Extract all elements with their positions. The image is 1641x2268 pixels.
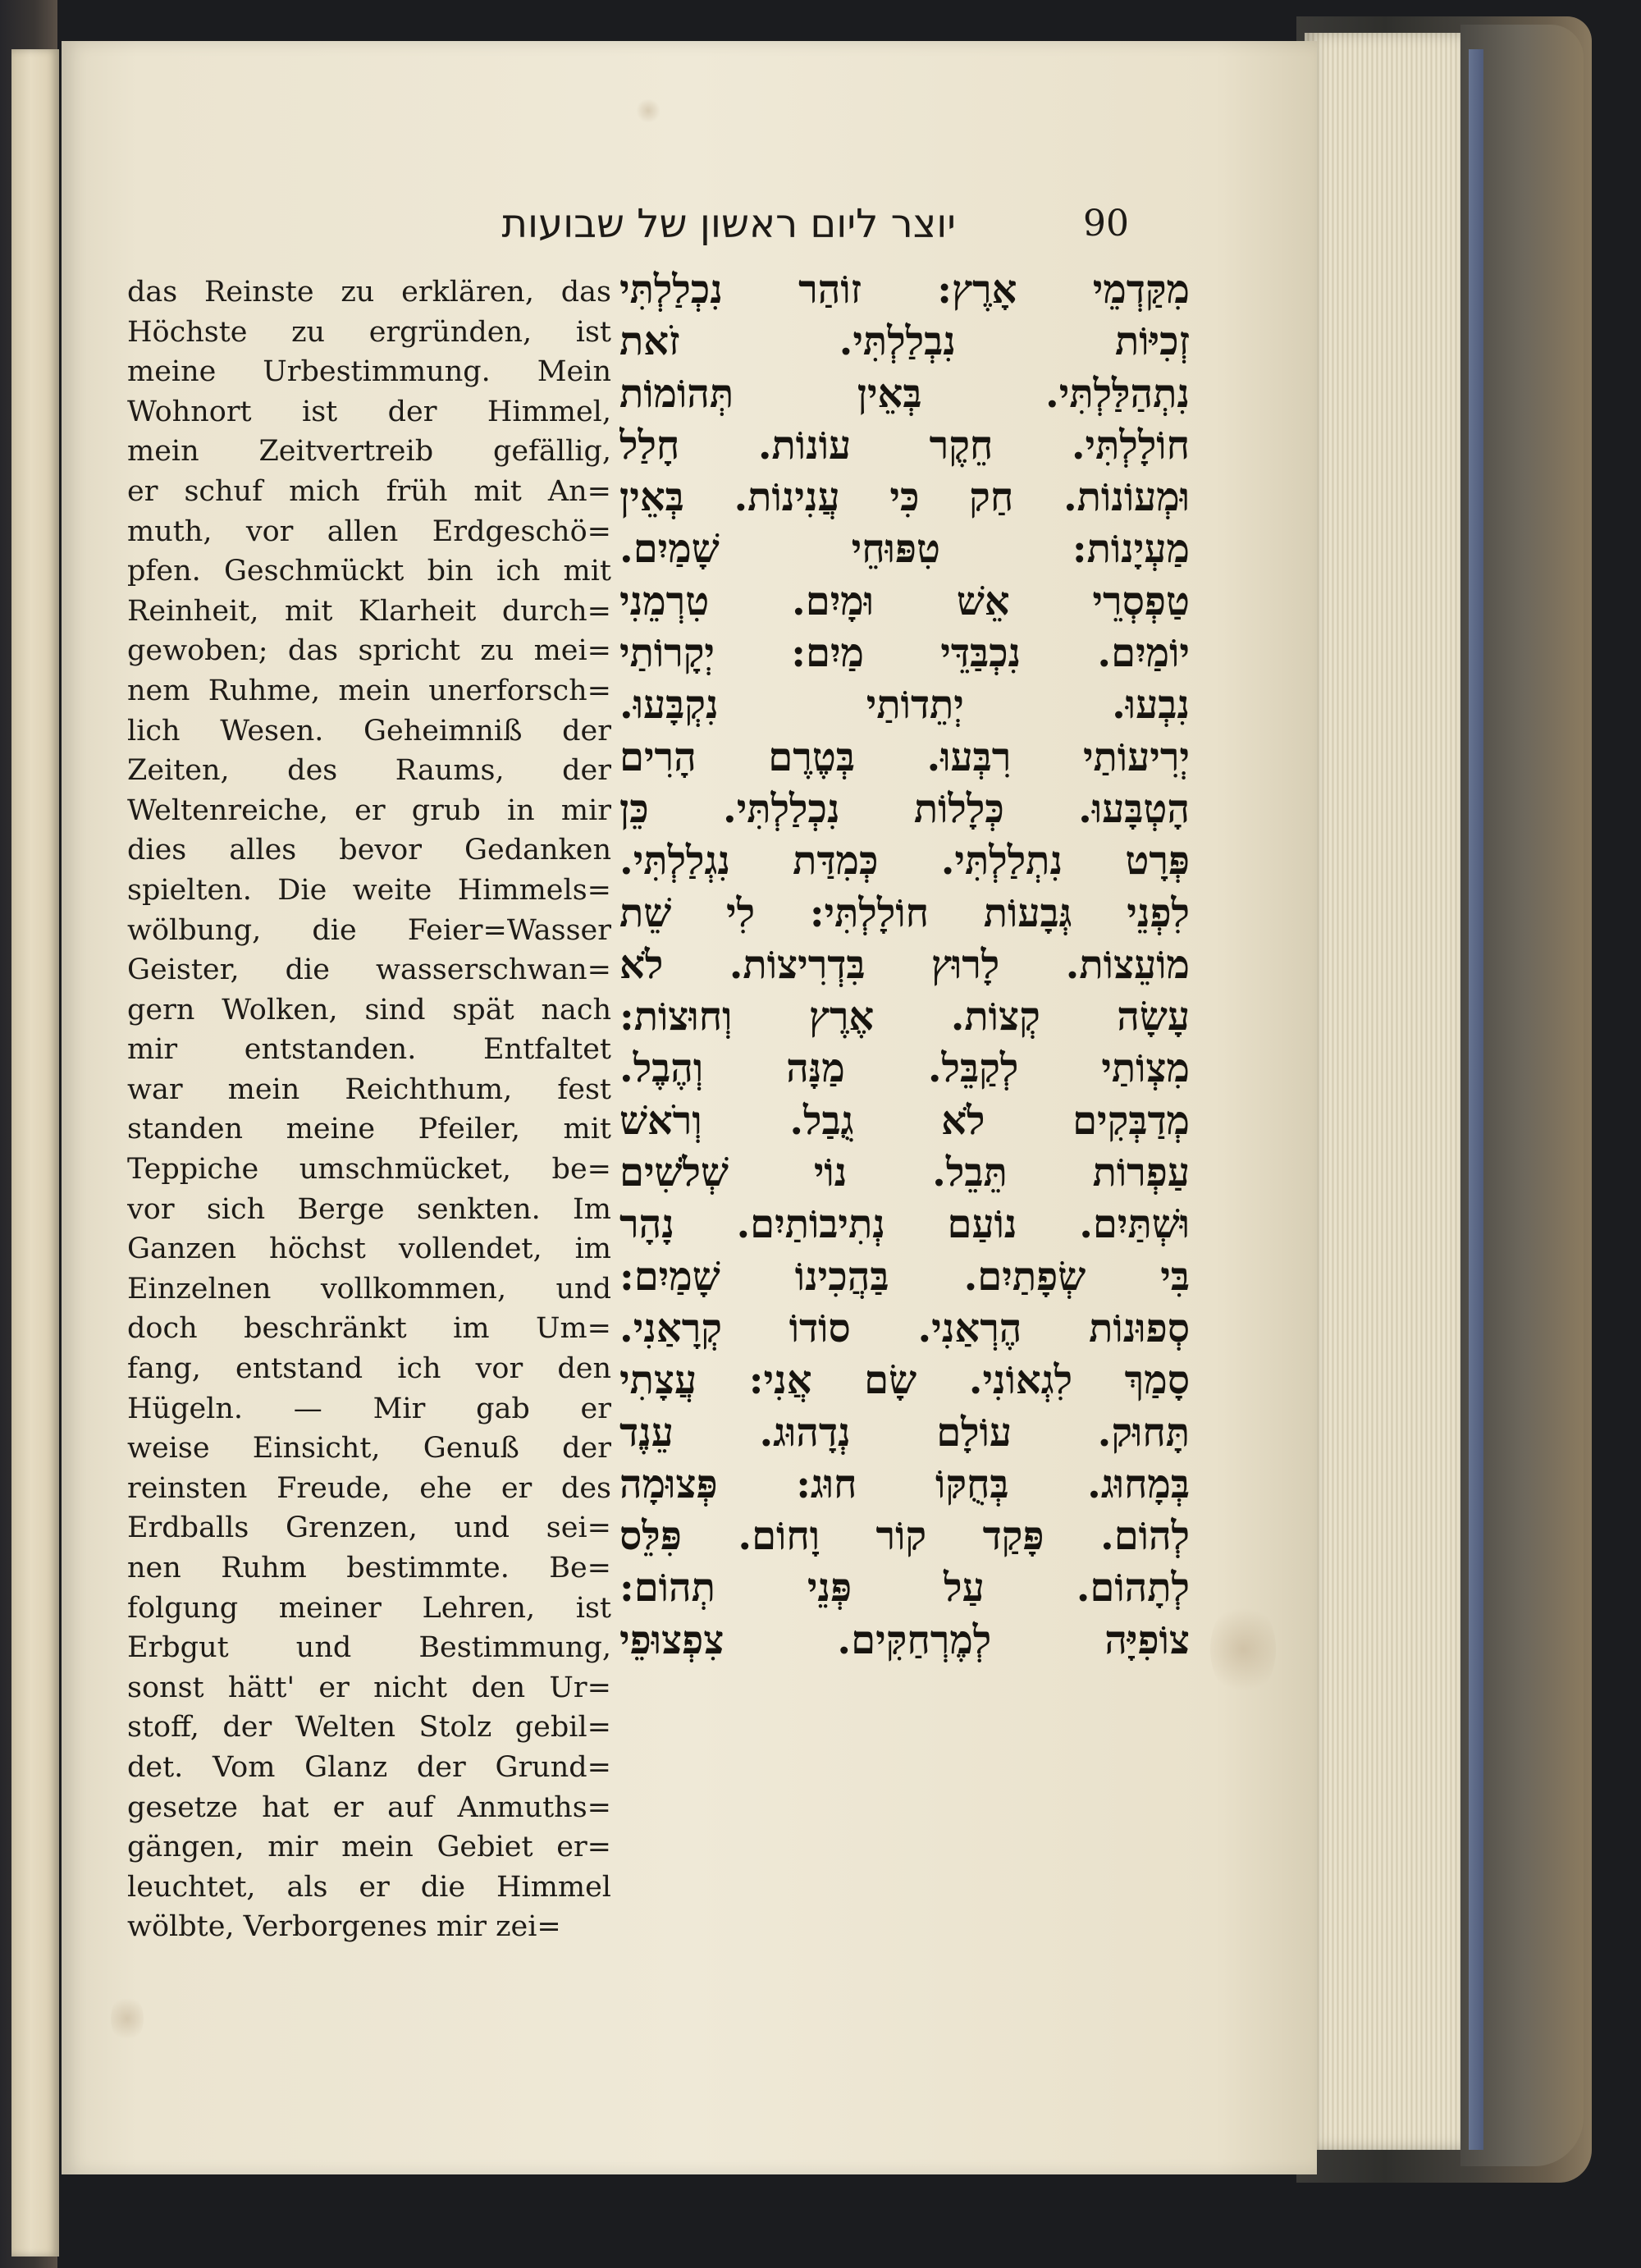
page-stain — [636, 98, 661, 123]
hebrew-text-line: תָּחוּק. עוֹלָם נְדָהוּג. עֵנֶד — [619, 1409, 1190, 1456]
german-text-line: mein Zeitvertreib gefällig, — [127, 435, 611, 469]
german-text-line: Ganzen höchst vollendet, im — [127, 1232, 611, 1266]
german-text-line: Reinheit, mit Klarheit durch= — [127, 594, 611, 628]
german-text-line: nen Ruhm bestimmte. Be= — [127, 1552, 611, 1584]
hebrew-text-line: יְרִיעוֹתַי רִבְּעוּ. בְּטֶרֶם הָרִים — [619, 734, 1190, 780]
german-text-line: gängen, mir mein Gebiet er= — [127, 1831, 611, 1864]
german-text-line: Erbgut und Bestimmung, — [127, 1631, 611, 1665]
german-text-line: meine Urbestimmung. Mein — [127, 355, 611, 389]
german-text-line: spielten. Die weite Himmels= — [127, 873, 611, 907]
hebrew-text-line: נִבְעוּ. יְתֵדוֹתַי נִקְבָּעוּ. — [619, 682, 1190, 729]
german-text-line: gesetze hat er auf Anmuths= — [127, 1790, 611, 1824]
german-text-line: wölbung, die Feier=Wasser — [127, 913, 611, 947]
hebrew-text-line: סָמַךְ לִגְאוֹנִי. שָׂם אֲנִי: עֲצָתִי — [619, 1357, 1190, 1404]
hebrew-text-line: נִתְהַלַּלְתִּי. בְּאֵין תְּהוֹמוֹת — [619, 370, 1190, 417]
hebrew-text-line: בִּי שְׂפָתַיִם. בַּהֲכִינוֹ שָׁמַיִם: — [619, 1253, 1190, 1300]
running-header — [62, 201, 1317, 250]
hebrew-text-line: מַעְיָנוֹת: טִפּוּחֵי שָׁמַיִם. — [619, 526, 1190, 573]
german-text-line: er schuf mich früh mit An= — [127, 474, 611, 508]
german-text-line: Teppiche umschmücket, be= — [127, 1153, 611, 1187]
german-text-line: Zeiten, des Raums, der — [127, 754, 611, 788]
german-text-line: lich Wesen. Geheimniß der — [127, 714, 611, 748]
german-text-line: Erdballs Grenzen, und sei= — [127, 1511, 611, 1545]
german-text-line: weise Einsicht, Genuß der — [127, 1432, 611, 1466]
german-text-line: doch beschränkt im Um= — [127, 1312, 611, 1346]
hebrew-text-column — [619, 264, 1190, 1667]
hebrew-text-line: פְּרָט נִתְלַלְתִּי. כְּמִדַּת נִגְלַלְתִּי. — [619, 838, 1190, 885]
hebrew-text-line: וּמְעוֹנוֹת. חַק כִּי עֲנִינוֹת. בְּאֵין — [619, 474, 1190, 521]
german-text-line: nem Ruhme, mein unerforsch= — [127, 674, 611, 707]
hebrew-text-line: וּשְׁתַּיִם. נוֹעַם נְתִיבוֹתַיִם. נָהָר — [619, 1201, 1190, 1248]
page-number: 90 — [1083, 203, 1129, 245]
german-text-line: dies alles bevor Gedanken — [127, 834, 611, 867]
hebrew-text-line: לְהוֹם. פָּקַד קוֹר וָחוֹם. פִּלֵּס — [619, 1513, 1190, 1560]
german-text-line: sonst hätt' er nicht den Ur= — [127, 1671, 611, 1704]
german-text-line: fang, entstand ich vor den — [127, 1352, 611, 1386]
german-text-line: Geister, die wasserschwan= — [127, 953, 611, 987]
german-text-line: gern Wolken, sind spät nach — [127, 993, 611, 1027]
hebrew-text-line: סְפוּנוֹת הֶרְאַנִי. סוֹדוֹ קְרָאַנִי. — [619, 1305, 1190, 1351]
german-text-line: Weltenreiche, er grub in mir — [127, 793, 611, 827]
german-translation-column — [127, 272, 611, 1947]
german-text-line: wölbte, Verborgenes mir zei= — [127, 1910, 561, 1944]
hebrew-text-line: מוֹעֵצוֹת. לָרוּץ בִּדְרִיצוֹת. לֹא — [619, 941, 1190, 988]
german-text-line: folgung meiner Lehren, ist — [127, 1591, 611, 1625]
hebrew-text-line: מִצְוֹתַי לְקַבֵּל. מַנָּה וְהֶבֶל. — [619, 1045, 1190, 1092]
hebrew-text-line: יוֹמַיִם. נִכְבַּדֵּי מַיִם: יְקָרוֹתַי — [619, 630, 1190, 677]
german-text-line: Wohnort ist der Himmel, — [127, 395, 611, 428]
german-text-line: war mein Reichthum, fest — [127, 1072, 611, 1106]
german-text-line: pfen. Geschmückt bin ich mit — [127, 555, 611, 588]
page-edge-blue — [1469, 49, 1483, 2150]
german-text-line: reinsten Freude, ehe er des — [127, 1471, 611, 1505]
german-text-line: gewoben; das spricht zu mei= — [127, 634, 611, 668]
hebrew-text-line: עַפְרוֹת תֵּבֵל. נוֹי שְׁלֹשִׁים — [619, 1150, 1190, 1196]
book-page — [62, 41, 1317, 2174]
hebrew-text-line: חוֹלָלְתִּי. חֵקֶר עוֹנוֹת. חָלַל — [619, 422, 1190, 469]
german-text-line: muth, vor allen Erdgeschö= — [127, 514, 611, 548]
german-text-line: vor sich Berge senkten. Im — [127, 1192, 611, 1226]
hebrew-text-line: לְתָהוֹם. עַל פְּנֵי תְהוֹם: — [619, 1565, 1190, 1612]
hebrew-text-line: צוֹפִיָּה לְמֶרְחַקִּים. צִפְצוּפֵי — [619, 1616, 1190, 1663]
hebrew-text-line: זְכִיּוֹת נִבְלַלְתִּי. זֹאת — [619, 318, 1190, 365]
german-text-line: mir entstanden. Entfaltet — [127, 1033, 611, 1067]
hebrew-text-line: בְּמָחוּג. בְּחֻקּוֹ חוּג: פְּצוּמָה — [619, 1461, 1190, 1507]
hebrew-text-line: לִפְנֵי גְּבָעוֹת חוֹלָלְתִּי: לִי שֵׁת — [619, 889, 1190, 936]
page-stain — [1210, 1600, 1276, 1699]
hebrew-text-line: טַפְסְרֵי אֵשׁ וּמָיִם. טִרְמֵנִי — [619, 578, 1190, 624]
german-text-line: Höchste zu ergründen, ist — [127, 315, 611, 349]
german-text-line: stoff, der Welten Stolz gebil= — [127, 1711, 611, 1744]
left-page-edge — [11, 49, 59, 2257]
hebrew-text-line: מִקַּדְמֵי אָרֶץ: זוֹהַר נִכְלַלְתִּי — [619, 267, 1190, 313]
hebrew-text-line: עָשָׂה קְצוֹת. אֶרֶץ וְחוּצוֹת: — [619, 994, 1190, 1040]
german-text-line: Hügeln. — Mir gab er — [127, 1392, 611, 1425]
german-text-line: standen meine Pfeiler, mit — [127, 1113, 611, 1146]
hebrew-text-line: מְדַבְּקִים לֹא גֻבַל. וְרֹאשׁ — [619, 1097, 1190, 1144]
page-stack — [1305, 33, 1460, 2150]
running-header-title: יוצר ליום ראשון של שבועות — [501, 201, 956, 247]
german-text-line: Einzelnen vollkommen, und — [127, 1272, 611, 1305]
german-text-line: das Reinste zu erklären, das — [127, 276, 611, 309]
hebrew-text-line: הָטְבָּעוּ. כְּלָלוֹת נִכְלַלְתִּי. כֵּן — [619, 785, 1190, 832]
page-stain — [111, 1994, 144, 2043]
german-text-line: det. Vom Glanz der Grund= — [127, 1750, 611, 1784]
german-text-line: leuchtet, als er die Himmel — [127, 1870, 611, 1904]
